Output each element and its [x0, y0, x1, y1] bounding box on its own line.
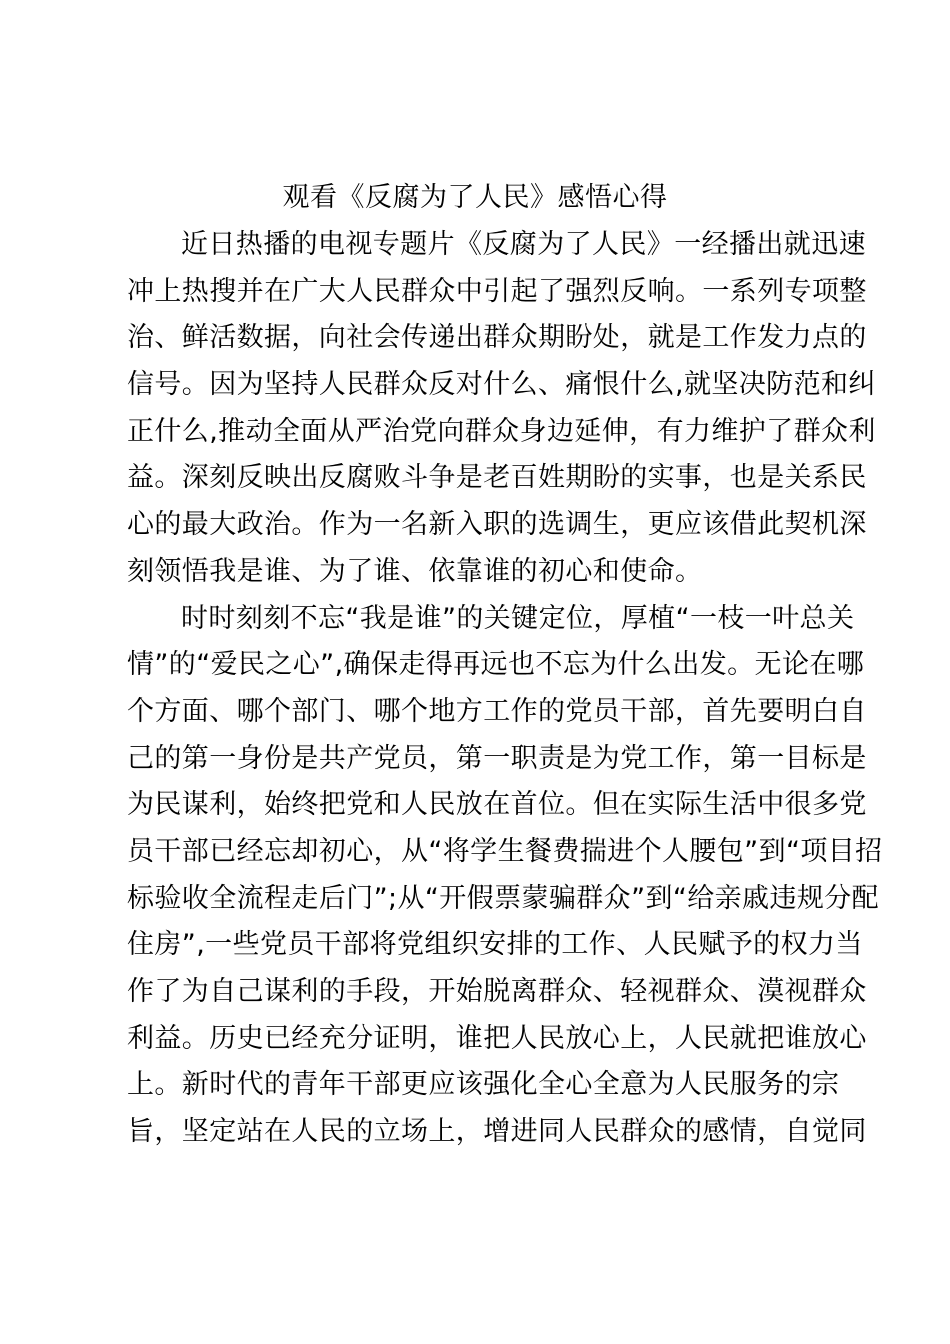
text-line: 作了为自己谋利的手段，开始脱离群众、轻视群众、漠视群众: [127, 976, 867, 1007]
document-body: [127, 222, 883, 1156]
paragraph-2: [127, 596, 883, 1156]
text-line: 治、鲜活数据，向社会传递出群众期盼处，就是工作发力点的: [127, 322, 867, 354]
paragraph-1: [127, 222, 876, 596]
text-line: 个方面、哪个部门、哪个地方工作的党员干部，首先要明白自: [127, 695, 867, 727]
text-line: 上。新时代的青年干部更应该强化全心全意为人民服务的宗: [127, 1069, 840, 1101]
text-line: 住房”,一些党员干部将党组织安排的工作、人民赋予的权力当: [127, 929, 863, 961]
text-line: 心的最大政治。作为一名新入职的选调生，更应该借此契机深: [127, 509, 867, 541]
text-line: 员干部已经忘却初心，从“将学生餐费揣进个人腰包”到“项目招: [127, 835, 883, 867]
text-line: 冲上热搜并在广大人民群众中引起了强烈反响。一系列专项整: [127, 275, 867, 307]
text-line: 近日热播的电视专题片《反腐为了人民》一经播出就迅速: [181, 229, 866, 260]
text-line: 旨，坚定站在人民的立场上，增进同人民群众的感情，自觉同: [127, 1116, 867, 1148]
text-line: 利益。历史已经充分证明，谁把人民放心上，人民就把谁放心: [127, 1022, 867, 1054]
text-line: 己的第一身份是共产党员，第一职责是为党工作，第一目标是: [127, 742, 867, 774]
text-line: 正什么,推动全面从严治党向群众身边延伸，有力维护了群众利: [127, 415, 876, 447]
text-line: 益。深刻反映出反腐败斗争是老百姓期盼的实事，也是关系民: [127, 462, 867, 494]
document-title: 观看《反腐为了人民》感悟心得: [282, 182, 668, 213]
text-line: 标验收全流程走后门”;从“开假票蒙骗群众”到“给亲戚违规分配: [127, 882, 880, 914]
text-line: 刻领悟我是谁、为了谁、依靠谁的初心和使命。: [127, 555, 703, 587]
text-line: 时时刻刻不忘“我是谁”的关键定位，厚植“一枝一叶总关: [181, 602, 855, 634]
text-line: 为民谋利，始终把党和人民放在首位。但在实际生活中很多党: [127, 789, 867, 821]
text-line: 情”的“爱民之心”,确保走得再远也不忘为什么出发。无论在哪: [127, 649, 865, 681]
text-line: 信号。因为坚持人民群众反对什么、痛恨什么,就坚决防范和纠: [127, 369, 876, 401]
